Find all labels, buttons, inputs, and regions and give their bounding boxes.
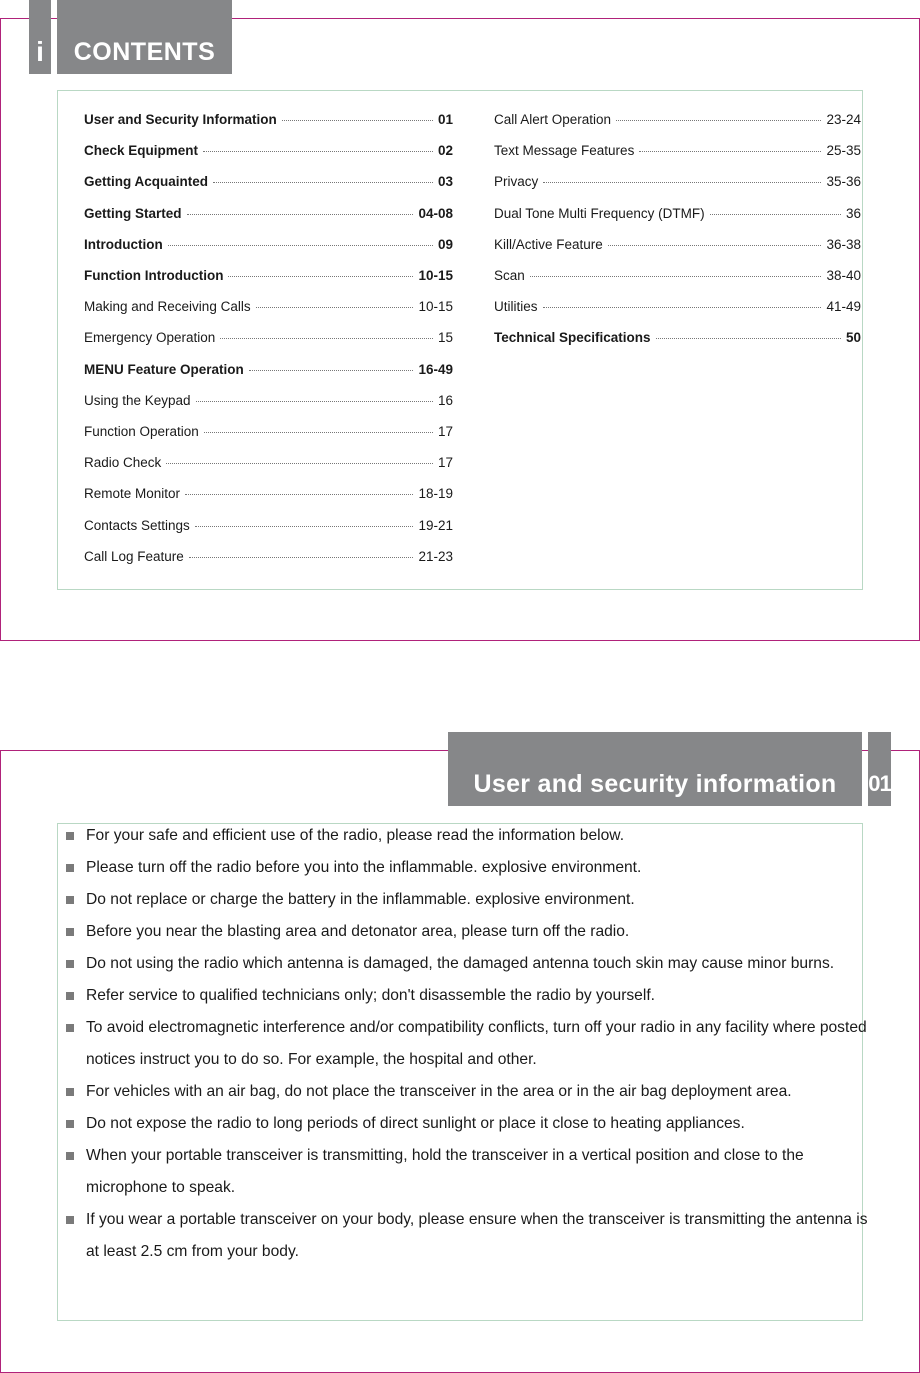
- toc-entry[interactable]: [84, 291, 453, 322]
- toc-leader-dots: [203, 151, 433, 152]
- list-item-text: For vehicles with an air bag, do not place the transceiver in the area or in the air bag deployment area.: [86, 1083, 792, 1100]
- toc-leader-dots: [204, 432, 433, 433]
- toc-entry-page: 19-21: [418, 517, 453, 533]
- toc-leader-dots: [189, 557, 414, 558]
- toc-leader-dots: [187, 214, 414, 215]
- toc-entry[interactable]: [84, 198, 453, 229]
- toc-entry-label: Technical Specifications: [494, 330, 651, 346]
- toc-entry-label: Introduction: [84, 236, 163, 252]
- toc-entry-label: Using the Keypad: [84, 392, 191, 408]
- list-item: [66, 948, 871, 980]
- toc-entry[interactable]: [84, 385, 453, 416]
- toc-entry-page: 10-15: [418, 268, 453, 283]
- toc-entry-label: Dual Tone Multi Frequency (DTMF): [494, 205, 705, 221]
- toc-entry-label: Kill/Active Feature: [494, 236, 603, 252]
- toc-entry-page: 35-36: [826, 174, 861, 190]
- toc-entry[interactable]: [494, 135, 861, 166]
- toc-entry-page: 18-19: [418, 486, 453, 502]
- toc-entry-label: Function Operation: [84, 424, 199, 439]
- toc-leader-dots: [530, 276, 822, 277]
- toc-entry-label: Contacts Settings: [84, 517, 190, 533]
- list-item: [66, 1108, 871, 1140]
- section-letter-tab: i: [29, 0, 51, 74]
- list-item: [66, 916, 871, 948]
- toc-leader-dots: [196, 401, 433, 402]
- list-item: [66, 884, 871, 916]
- toc-leader-dots: [656, 338, 841, 339]
- toc-entry-page: 03: [437, 174, 453, 190]
- square-bullet-icon: [66, 1216, 74, 1224]
- toc-entry-page: 04-08: [418, 205, 453, 221]
- toc-leader-dots: [195, 526, 414, 527]
- toc-leader-dots: [185, 494, 413, 495]
- toc-entry[interactable]: [494, 104, 861, 135]
- toc-entry-page: 50: [845, 330, 861, 346]
- toc-leader-dots: [282, 120, 433, 121]
- toc-entry[interactable]: [84, 166, 453, 197]
- toc-leader-dots: [213, 182, 433, 183]
- square-bullet-icon: [66, 1088, 74, 1096]
- square-bullet-icon: [66, 864, 74, 872]
- contents-title: CONTENTS: [57, 0, 232, 74]
- toc-entry-page: 38-40: [826, 268, 861, 283]
- toc-entry-page: 16: [437, 392, 453, 408]
- toc-entry[interactable]: [84, 541, 453, 572]
- list-item-text: Before you near the blasting area and detonator area, please turn off the radio.: [86, 923, 630, 940]
- square-bullet-icon: [66, 1152, 74, 1160]
- toc-entry-page: 10-15: [418, 299, 453, 315]
- toc-entry-page: 41-49: [826, 299, 861, 315]
- toc-entry-page: 09: [437, 236, 453, 252]
- toc-entry-label: Getting Acquainted: [84, 174, 208, 190]
- security-info-list: [66, 820, 871, 1268]
- toc-leader-dots: [249, 370, 414, 371]
- list-item: [66, 820, 871, 852]
- toc-entry[interactable]: [84, 260, 453, 291]
- toc-entry-page: 36: [845, 205, 861, 221]
- list-item: [66, 980, 871, 1012]
- toc-entry[interactable]: [84, 229, 453, 260]
- square-bullet-icon: [66, 960, 74, 968]
- toc-leader-dots: [256, 307, 414, 308]
- toc-leader-dots: [639, 151, 821, 152]
- toc-leader-dots: [166, 463, 433, 464]
- list-item: [66, 1012, 871, 1076]
- toc-entry[interactable]: [84, 478, 453, 509]
- list-item: [66, 1204, 871, 1268]
- toc-entry[interactable]: [84, 135, 453, 166]
- toc-entry-label: Text Message Features: [494, 143, 635, 159]
- toc-entry-page: 17: [437, 424, 453, 439]
- list-item-text: Please turn off the radio before you into the inflammable. explosive environment.: [86, 859, 642, 876]
- toc-entry-label: User and Security Information: [84, 112, 277, 127]
- list-item-text: To avoid electromagnetic interference and/or compatibility conflicts, turn off your radio in any facility where posted notices instruct you to do so. For example, the hospital and other.: [86, 1019, 867, 1068]
- square-bullet-icon: [66, 928, 74, 936]
- list-item-text: Do not replace or charge the battery in the inflammable. explosive environment.: [86, 891, 635, 908]
- list-item-text: For your safe and efficient use of the radio, please read the information below.: [86, 827, 625, 844]
- toc-entry[interactable]: [494, 260, 861, 291]
- toc-entry[interactable]: [84, 447, 453, 478]
- list-item: [66, 852, 871, 884]
- toc-entry[interactable]: [84, 354, 453, 385]
- toc-entry-label: Emergency Operation: [84, 330, 216, 346]
- list-item: [66, 1076, 871, 1108]
- toc-entry-label: Scan: [494, 268, 525, 283]
- toc-entry-label: Getting Started: [84, 205, 182, 221]
- list-item-text: Do not using the radio which antenna is damaged, the damaged antenna touch skin may cause minor burns.: [86, 955, 835, 972]
- toc-entry[interactable]: [84, 416, 453, 447]
- toc-leader-dots: [616, 120, 821, 121]
- security-page-title: User and security information: [448, 732, 862, 806]
- square-bullet-icon: [66, 832, 74, 840]
- toc-entry-page: 16-49: [418, 361, 453, 377]
- toc-leader-dots: [220, 338, 433, 339]
- toc-entry-page: 25-35: [826, 143, 861, 159]
- toc-entry[interactable]: [84, 104, 453, 135]
- square-bullet-icon: [66, 896, 74, 904]
- toc-entry-label: Function Introduction: [84, 268, 224, 283]
- toc-entry-label: Radio Check: [84, 455, 162, 471]
- toc-entry[interactable]: [494, 166, 861, 197]
- toc-entry-label: MENU Feature Operation: [84, 361, 244, 377]
- list-item: [66, 1140, 871, 1204]
- toc-entry-label: Remote Monitor: [84, 486, 181, 502]
- toc-entry-page: 21-23: [418, 548, 453, 564]
- toc-entry-label: Call Alert Operation: [494, 112, 612, 127]
- toc-entry-page: 17: [437, 455, 453, 471]
- toc-entry[interactable]: [494, 322, 861, 353]
- toc-entry[interactable]: [494, 198, 861, 229]
- toc-leader-dots: [543, 307, 822, 308]
- square-bullet-icon: [66, 1120, 74, 1128]
- toc-entry-page: 01: [437, 112, 453, 127]
- toc-entry[interactable]: [494, 291, 861, 322]
- toc-entry-page: 15: [437, 330, 453, 346]
- toc-entry[interactable]: [84, 322, 453, 353]
- toc-entry[interactable]: [84, 510, 453, 541]
- square-bullet-icon: [66, 992, 74, 1000]
- list-item-text: When your portable transceiver is transmitting, hold the transceiver in a vertical position and close to the microphone to speak.: [86, 1147, 804, 1196]
- toc-entry-label: Utilities: [494, 299, 538, 315]
- toc-entry-label: Privacy: [494, 174, 539, 190]
- toc-leader-dots: [168, 245, 433, 246]
- toc-entry-page: 23-24: [826, 112, 861, 127]
- toc-entry-page: 02: [437, 143, 453, 159]
- list-item-text: Refer service to qualified technicians only; don't disassemble the radio by yourself.: [86, 987, 655, 1004]
- toc-leader-dots: [543, 182, 821, 183]
- list-item-text: Do not expose the radio to long periods of direct sunlight or place it close to heating appliances.: [86, 1115, 745, 1132]
- toc-leader-dots: [228, 276, 413, 277]
- toc-entry[interactable]: [494, 229, 861, 260]
- square-bullet-icon: [66, 1024, 74, 1032]
- toc-entry-label: Call Log Feature: [84, 548, 184, 564]
- toc-leader-dots: [608, 245, 822, 246]
- page-number-tab: 01: [868, 732, 891, 806]
- list-item-text: If you wear a portable transceiver on your body, please ensure when the transceiver is transmitting the antenna is at least 2.5 cm from your body.: [86, 1211, 868, 1260]
- toc-entry-label: Making and Receiving Calls: [84, 299, 251, 315]
- toc-entry-page: 36-38: [826, 236, 861, 252]
- toc-leader-dots: [710, 214, 841, 215]
- toc-entry-label: Check Equipment: [84, 143, 199, 159]
